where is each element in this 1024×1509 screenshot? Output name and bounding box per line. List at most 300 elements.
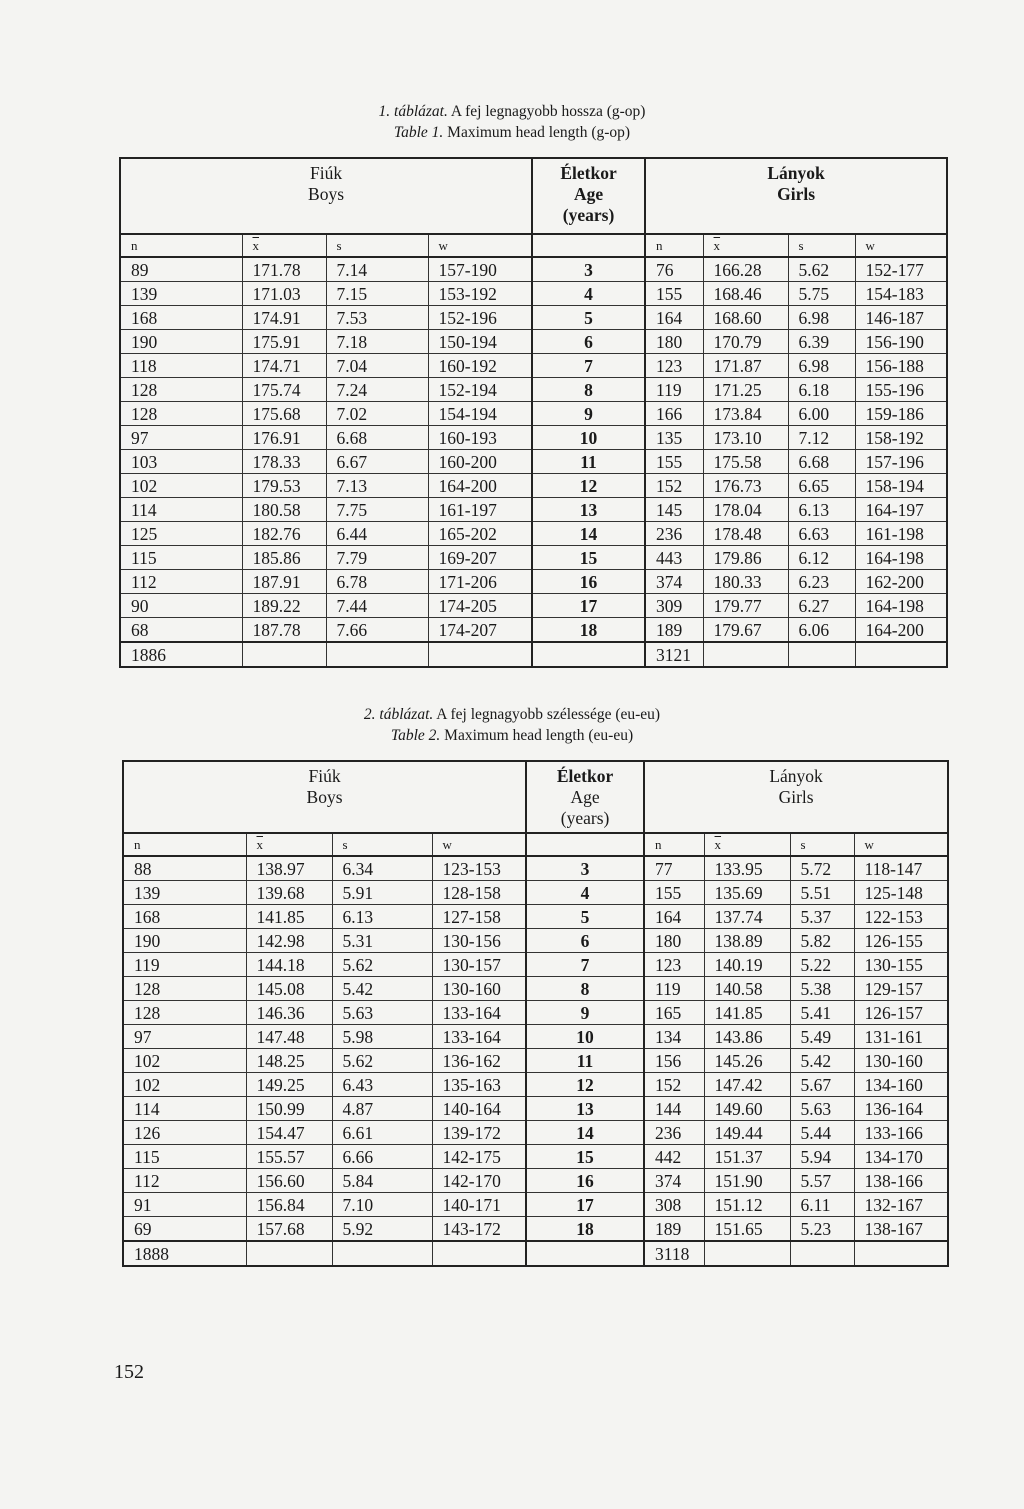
- cell-age: 6: [532, 330, 645, 354]
- cell-boys-s: 7.24: [326, 378, 428, 402]
- cell-boys-mean: 178.33: [242, 450, 326, 474]
- table2-age-unit: (years): [560, 808, 610, 828]
- cell-age: 18: [526, 1217, 644, 1242]
- cell-girls-n: 119: [645, 378, 703, 402]
- cell-girls-mean: 179.77: [703, 594, 788, 618]
- cell-girls-w: 130-155: [854, 953, 948, 977]
- cell-boys-mean: 185.86: [242, 546, 326, 570]
- cell-boys-w: 136-162: [432, 1049, 526, 1073]
- table2-caption-hu: [0, 705, 1024, 724]
- cell-boys-w: 133-164: [432, 1001, 526, 1025]
- cell-boys-s: 4.87: [332, 1097, 432, 1121]
- cell-girls-n: 189: [645, 618, 703, 643]
- cell-girls-mean: 143.86: [704, 1025, 790, 1049]
- cell-boys-mean: 139.68: [246, 881, 332, 905]
- cell-girls-s: 5.67: [790, 1073, 854, 1097]
- cell-girls-s: 5.41: [790, 1001, 854, 1025]
- cell-age: 3: [532, 257, 645, 282]
- table-row: [120, 594, 947, 618]
- cell-boys-w: 161-197: [428, 498, 532, 522]
- table-row: [123, 1217, 948, 1242]
- cell-boys-s: 7.04: [326, 354, 428, 378]
- table1-col-boys-n: n: [120, 234, 242, 257]
- cell-boys-s: 7.66: [326, 618, 428, 643]
- cell-girls-s: 6.98: [788, 306, 855, 330]
- cell-girls-w: 156-190: [855, 330, 947, 354]
- cell-boys-mean: 175.68: [242, 402, 326, 426]
- cell-boys-w: 127-158: [432, 905, 526, 929]
- cell-boys-mean: 155.57: [246, 1145, 332, 1169]
- table-row: [123, 929, 948, 953]
- cell-girls-w: 146-187: [855, 306, 947, 330]
- cell-age: 12: [532, 474, 645, 498]
- table2-boys-hu: Fiúk: [308, 766, 341, 786]
- cell-age: 3: [526, 856, 644, 881]
- cell-girls-n: 166: [645, 402, 703, 426]
- table2-girls-header: [644, 761, 948, 833]
- table1-age-en: Age: [573, 184, 604, 204]
- table1-total-row: [120, 642, 947, 667]
- cell-boys-mean: 145.08: [246, 977, 332, 1001]
- cell-boys-n: 128: [123, 1001, 246, 1025]
- cell-boys-s: 6.68: [326, 426, 428, 450]
- cell-girls-s: 5.72: [790, 856, 854, 881]
- cell-girls-s: 6.12: [788, 546, 855, 570]
- cell-boys-s: 6.13: [332, 905, 432, 929]
- cell-boys-w: 140-171: [432, 1193, 526, 1217]
- table2-age-en: Age: [570, 787, 600, 807]
- table-row: [120, 498, 947, 522]
- cell-girls-mean: 171.87: [703, 354, 788, 378]
- table-row: [120, 546, 947, 570]
- cell-boys-mean: 156.84: [246, 1193, 332, 1217]
- cell-girls-w: 158-194: [855, 474, 947, 498]
- cell-girls-s: 5.94: [790, 1145, 854, 1169]
- cell-girls-w: 134-160: [854, 1073, 948, 1097]
- cell-girls-mean: 166.28: [703, 257, 788, 282]
- cell-boys-mean: 157.68: [246, 1217, 332, 1242]
- table1-boys-header: [120, 158, 532, 234]
- table-row: [123, 1049, 948, 1073]
- cell-girls-w: 129-157: [854, 977, 948, 1001]
- cell-girls-mean: 135.69: [704, 881, 790, 905]
- cell-boys-s: 7.15: [326, 282, 428, 306]
- cell-boys-w: 123-153: [432, 856, 526, 881]
- cell-age: 8: [526, 977, 644, 1001]
- cell-boys-n: 114: [120, 498, 242, 522]
- cell-boys-s: 6.61: [332, 1121, 432, 1145]
- table1-girls-hu: Lányok: [767, 163, 825, 183]
- cell-boys-n: 190: [120, 330, 242, 354]
- table-row: [120, 354, 947, 378]
- cell-boys-mean: 142.98: [246, 929, 332, 953]
- cell-boys-n: 139: [120, 282, 242, 306]
- cell-boys-s: 5.62: [332, 953, 432, 977]
- table2-age-header: [526, 761, 644, 833]
- cell-boys-n: 128: [123, 977, 246, 1001]
- table1-age-header: [532, 158, 645, 234]
- cell-boys-n: 102: [123, 1073, 246, 1097]
- table2-girls-hu: Lányok: [769, 766, 823, 786]
- cell-boys-mean: 154.47: [246, 1121, 332, 1145]
- cell-girls-w: 164-197: [855, 498, 947, 522]
- cell-boys-s: 7.10: [332, 1193, 432, 1217]
- cell-boys-s: 5.84: [332, 1169, 432, 1193]
- cell-girls-n: 164: [644, 905, 704, 929]
- cell-girls-mean: 168.46: [703, 282, 788, 306]
- table-row: [120, 522, 947, 546]
- cell-boys-mean: 182.76: [242, 522, 326, 546]
- table-row: [120, 282, 947, 306]
- cell-girls-mean: 149.44: [704, 1121, 790, 1145]
- cell-girls-mean: 173.10: [703, 426, 788, 450]
- cell-boys-w: 160-200: [428, 450, 532, 474]
- cell-boys-w: 142-170: [432, 1169, 526, 1193]
- cell-boys-n: 115: [123, 1145, 246, 1169]
- table2-boys-header: [123, 761, 526, 833]
- cell-age: 13: [532, 498, 645, 522]
- cell-boys-w: 174-205: [428, 594, 532, 618]
- cell-boys-n: 91: [123, 1193, 246, 1217]
- cell-girls-mean: 175.58: [703, 450, 788, 474]
- cell-girls-s: 6.98: [788, 354, 855, 378]
- table-row: [123, 1097, 948, 1121]
- table-row: [123, 1025, 948, 1049]
- cell-girls-mean: 178.48: [703, 522, 788, 546]
- page-number: 152: [114, 1361, 144, 1383]
- cell-boys-n: 168: [120, 306, 242, 330]
- cell-boys-mean: 176.91: [242, 426, 326, 450]
- table2-label-hu: 2. táblázat.: [363, 706, 434, 723]
- cell-girls-n: 308: [644, 1193, 704, 1217]
- table2-body: [123, 856, 948, 1241]
- cell-boys-s: 7.44: [326, 594, 428, 618]
- cell-boys-s: 6.43: [332, 1073, 432, 1097]
- cell-boys-n: 126: [123, 1121, 246, 1145]
- table1-total-girls: 3121: [645, 642, 703, 667]
- cell-boys-mean: 174.91: [242, 306, 326, 330]
- cell-age: 14: [532, 522, 645, 546]
- cell-girls-s: 5.42: [790, 1049, 854, 1073]
- table-row: [123, 953, 948, 977]
- cell-boys-w: 164-200: [428, 474, 532, 498]
- cell-girls-w: 126-157: [854, 1001, 948, 1025]
- cell-age: 15: [532, 546, 645, 570]
- cell-girls-s: 5.37: [790, 905, 854, 929]
- table2-col-boys-mean: $\overline{x}$: [246, 833, 332, 856]
- cell-boys-s: 5.98: [332, 1025, 432, 1049]
- cell-girls-n: 374: [645, 570, 703, 594]
- table1-girls-header: [645, 158, 947, 234]
- cell-girls-n: 152: [644, 1073, 704, 1097]
- cell-boys-mean: 174.71: [242, 354, 326, 378]
- cell-boys-w: 160-192: [428, 354, 532, 378]
- cell-girls-n: 180: [644, 929, 704, 953]
- cell-girls-n: 309: [645, 594, 703, 618]
- cell-age: 15: [526, 1145, 644, 1169]
- cell-girls-s: 5.63: [790, 1097, 854, 1121]
- table1-label-hu: 1. táblázat.: [378, 103, 448, 120]
- cell-boys-mean: 147.48: [246, 1025, 332, 1049]
- cell-girls-w: 122-153: [854, 905, 948, 929]
- cell-girls-s: 5.51: [790, 881, 854, 905]
- cell-boys-w: 140-164: [432, 1097, 526, 1121]
- cell-girls-mean: 179.86: [703, 546, 788, 570]
- cell-boys-s: 5.42: [332, 977, 432, 1001]
- table1-label-en: Table 1.: [393, 124, 444, 141]
- cell-girls-n: 155: [645, 450, 703, 474]
- table-row: [120, 378, 947, 402]
- cell-boys-n: 97: [123, 1025, 246, 1049]
- cell-girls-s: 5.23: [790, 1217, 854, 1242]
- table-row: [120, 450, 947, 474]
- cell-age: 17: [526, 1193, 644, 1217]
- cell-girls-mean: 151.90: [704, 1169, 790, 1193]
- cell-girls-n: 144: [644, 1097, 704, 1121]
- table-row: [123, 1073, 948, 1097]
- table-row: [123, 881, 948, 905]
- table-row: [120, 618, 947, 643]
- cell-boys-s: 7.75: [326, 498, 428, 522]
- cell-girls-n: 164: [645, 306, 703, 330]
- cell-boys-w: 174-207: [428, 618, 532, 643]
- cell-girls-s: 5.49: [790, 1025, 854, 1049]
- cell-boys-s: 6.44: [326, 522, 428, 546]
- cell-boys-n: 68: [120, 618, 242, 643]
- cell-girls-mean: 171.25: [703, 378, 788, 402]
- cell-girls-w: 130-160: [854, 1049, 948, 1073]
- cell-boys-mean: 187.78: [242, 618, 326, 643]
- cell-girls-s: 6.13: [788, 498, 855, 522]
- table-row: [120, 402, 947, 426]
- cell-girls-w: 134-170: [854, 1145, 948, 1169]
- cell-girls-n: 155: [644, 881, 704, 905]
- cell-boys-n: 102: [123, 1049, 246, 1073]
- table2-col-girls-w: w: [854, 833, 948, 856]
- cell-boys-w: 165-202: [428, 522, 532, 546]
- cell-boys-w: 135-163: [432, 1073, 526, 1097]
- table1-title-hu: A fej legnagyobb hossza (g-op): [450, 103, 646, 120]
- table-row: [120, 570, 947, 594]
- cell-boys-mean: 189.22: [242, 594, 326, 618]
- table1: [119, 157, 948, 668]
- cell-boys-s: 7.53: [326, 306, 428, 330]
- table-row: [123, 1145, 948, 1169]
- table1-group-header: [120, 158, 947, 234]
- cell-boys-mean: 146.36: [246, 1001, 332, 1025]
- cell-boys-n: 125: [120, 522, 242, 546]
- table2-col-boys-n: n: [123, 833, 246, 856]
- cell-boys-mean: 138.97: [246, 856, 332, 881]
- cell-girls-w: 126-155: [854, 929, 948, 953]
- cell-boys-s: 5.63: [332, 1001, 432, 1025]
- table-row: [123, 977, 948, 1001]
- cell-girls-s: 6.00: [788, 402, 855, 426]
- cell-girls-s: 6.68: [788, 450, 855, 474]
- cell-girls-n: 236: [644, 1121, 704, 1145]
- cell-age: 18: [532, 618, 645, 643]
- table2-title-hu: A fej legnagyobb szélessége (eu-eu): [436, 706, 661, 723]
- cell-girls-s: 5.75: [788, 282, 855, 306]
- table2-total-girls: 3118: [644, 1241, 704, 1266]
- table-row: [120, 257, 947, 282]
- cell-boys-w: 169-207: [428, 546, 532, 570]
- cell-girls-n: 236: [645, 522, 703, 546]
- table1-age-unit: (years): [562, 205, 615, 225]
- table2: [122, 760, 949, 1267]
- table2-girls-en: Girls: [778, 787, 814, 807]
- cell-girls-n: 119: [644, 977, 704, 1001]
- cell-girls-mean: 168.60: [703, 306, 788, 330]
- table-row: [120, 426, 947, 450]
- cell-age: 6: [526, 929, 644, 953]
- cell-boys-w: 133-164: [432, 1025, 526, 1049]
- cell-boys-w: 130-156: [432, 929, 526, 953]
- cell-boys-w: 154-194: [428, 402, 532, 426]
- table2-caption-en: [0, 726, 1024, 745]
- cell-girls-s: 6.18: [788, 378, 855, 402]
- cell-girls-w: 164-198: [855, 546, 947, 570]
- cell-age: 16: [532, 570, 645, 594]
- cell-boys-mean: 148.25: [246, 1049, 332, 1073]
- table1-boys-en: Boys: [308, 184, 345, 204]
- cell-girls-mean: 151.12: [704, 1193, 790, 1217]
- cell-boys-mean: 175.74: [242, 378, 326, 402]
- table-row: [123, 856, 948, 881]
- cell-girls-n: 189: [644, 1217, 704, 1242]
- table2-col-boys-s: s: [332, 833, 432, 856]
- table2-column-headers: [123, 833, 948, 856]
- cell-age: 9: [526, 1001, 644, 1025]
- cell-boys-w: 152-194: [428, 378, 532, 402]
- cell-age: 9: [532, 402, 645, 426]
- cell-age: 17: [532, 594, 645, 618]
- cell-boys-n: 139: [123, 881, 246, 905]
- table1-col-boys-w: w: [428, 234, 532, 257]
- cell-girls-w: 159-186: [855, 402, 947, 426]
- cell-age: 13: [526, 1097, 644, 1121]
- cell-age: 12: [526, 1073, 644, 1097]
- table1-col-girls-w: w: [855, 234, 947, 257]
- cell-girls-s: 5.38: [790, 977, 854, 1001]
- cell-girls-n: 156: [644, 1049, 704, 1073]
- table2-label-en: Table 2.: [390, 727, 441, 744]
- cell-girls-n: 443: [645, 546, 703, 570]
- cell-girls-s: 5.44: [790, 1121, 854, 1145]
- cell-boys-mean: 187.91: [242, 570, 326, 594]
- cell-girls-mean: 176.73: [703, 474, 788, 498]
- cell-boys-n: 118: [120, 354, 242, 378]
- cell-boys-n: 97: [120, 426, 242, 450]
- cell-girls-n: 155: [645, 282, 703, 306]
- cell-girls-mean: 173.84: [703, 402, 788, 426]
- cell-boys-n: 88: [123, 856, 246, 881]
- cell-boys-n: 89: [120, 257, 242, 282]
- cell-girls-mean: 137.74: [704, 905, 790, 929]
- cell-girls-n: 180: [645, 330, 703, 354]
- cell-boys-s: 7.14: [326, 257, 428, 282]
- table1-age-hu: Életkor: [560, 163, 617, 183]
- cell-girls-mean: 179.67: [703, 618, 788, 643]
- cell-boys-s: 7.02: [326, 402, 428, 426]
- cell-boys-s: 7.18: [326, 330, 428, 354]
- table1-column-headers: [120, 234, 947, 257]
- cell-boys-n: 90: [120, 594, 242, 618]
- cell-age: 7: [532, 354, 645, 378]
- cell-boys-mean: 179.53: [242, 474, 326, 498]
- table1-col-boys-s: s: [326, 234, 428, 257]
- cell-boys-s: 7.13: [326, 474, 428, 498]
- cell-boys-n: 114: [123, 1097, 246, 1121]
- table1-title-en: Maximum head length (g-op): [447, 124, 631, 141]
- table-row: [120, 330, 947, 354]
- cell-boys-n: 112: [120, 570, 242, 594]
- cell-girls-n: 135: [645, 426, 703, 450]
- cell-age: 16: [526, 1169, 644, 1193]
- cell-girls-n: 134: [644, 1025, 704, 1049]
- cell-girls-mean: 145.26: [704, 1049, 790, 1073]
- table1-total-boys: 1886: [120, 642, 242, 667]
- table1-col-age: [532, 234, 645, 257]
- cell-boys-mean: 150.99: [246, 1097, 332, 1121]
- cell-girls-mean: 170.79: [703, 330, 788, 354]
- cell-girls-s: 6.06: [788, 618, 855, 643]
- cell-girls-w: 138-167: [854, 1217, 948, 1242]
- cell-girls-w: 155-196: [855, 378, 947, 402]
- cell-boys-s: 5.31: [332, 929, 432, 953]
- cell-girls-n: 145: [645, 498, 703, 522]
- cell-girls-n: 165: [644, 1001, 704, 1025]
- cell-boys-w: 128-158: [432, 881, 526, 905]
- cell-girls-mean: 149.60: [704, 1097, 790, 1121]
- table1-col-girls-s: s: [788, 234, 855, 257]
- cell-girls-w: 138-166: [854, 1169, 948, 1193]
- table2-group-header: [123, 761, 948, 833]
- cell-girls-w: 164-200: [855, 618, 947, 643]
- table-row: [123, 905, 948, 929]
- cell-girls-mean: 151.65: [704, 1217, 790, 1242]
- cell-age: 11: [526, 1049, 644, 1073]
- cell-girls-s: 6.23: [788, 570, 855, 594]
- cell-boys-n: 128: [120, 378, 242, 402]
- cell-age: 14: [526, 1121, 644, 1145]
- cell-girls-s: 6.39: [788, 330, 855, 354]
- cell-boys-n: 112: [123, 1169, 246, 1193]
- cell-girls-n: 442: [644, 1145, 704, 1169]
- table2-col-girls-n: n: [644, 833, 704, 856]
- cell-boys-s: 6.78: [326, 570, 428, 594]
- cell-girls-n: 123: [644, 953, 704, 977]
- cell-girls-n: 123: [645, 354, 703, 378]
- cell-boys-mean: 171.78: [242, 257, 326, 282]
- cell-girls-w: 136-164: [854, 1097, 948, 1121]
- cell-girls-mean: 133.95: [704, 856, 790, 881]
- cell-girls-s: 6.27: [788, 594, 855, 618]
- cell-age: 8: [532, 378, 645, 402]
- table1-caption-en: [0, 123, 1024, 142]
- cell-boys-w: 152-196: [428, 306, 532, 330]
- cell-boys-mean: 149.25: [246, 1073, 332, 1097]
- cell-boys-n: 190: [123, 929, 246, 953]
- cell-boys-w: 150-194: [428, 330, 532, 354]
- cell-girls-s: 7.12: [788, 426, 855, 450]
- cell-boys-mean: 175.91: [242, 330, 326, 354]
- cell-boys-s: 6.34: [332, 856, 432, 881]
- cell-boys-w: 130-160: [432, 977, 526, 1001]
- cell-girls-w: 164-198: [855, 594, 947, 618]
- table2-col-girls-mean: $\overline{x}$: [704, 833, 790, 856]
- table1-body: [120, 257, 947, 642]
